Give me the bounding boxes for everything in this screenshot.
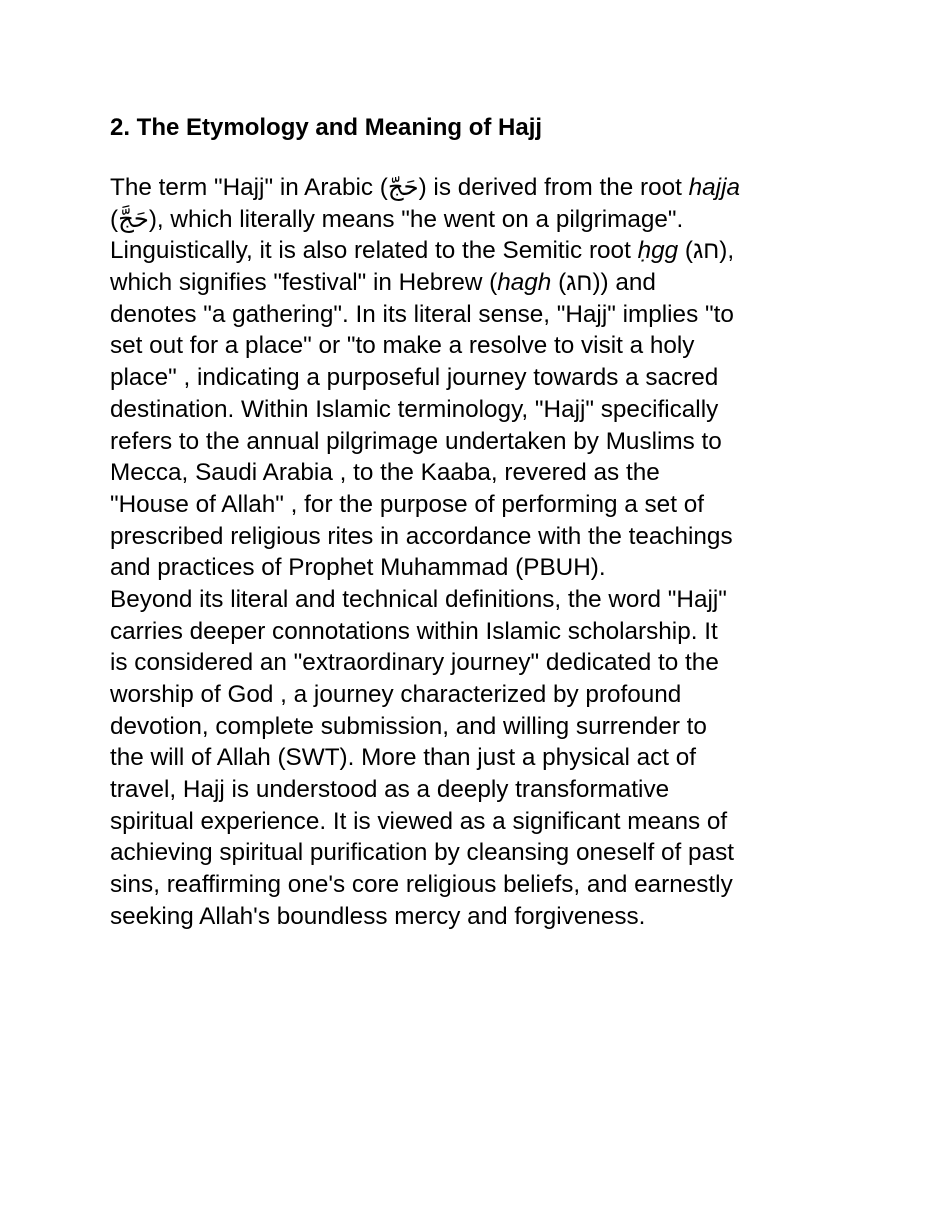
text-line — [110, 330, 830, 362]
text-run: travel, Hajj is understood as a deeply transformative — [110, 776, 670, 804]
text-run: seeking Allah's boundless mercy and forgiveness. — [110, 902, 646, 930]
text-run: The term "Hajj" in Arabic (حَجّ) is derived from the root — [110, 174, 689, 201]
text-run: destination. Within Islamic terminology, "Hajj" specifically — [110, 395, 719, 423]
text-run: prescribed religious rites in accordance with the teachings — [110, 522, 733, 550]
italic-term: ḥgg — [637, 237, 679, 265]
text-line — [110, 172, 830, 204]
text-line — [110, 204, 830, 236]
body-paragraph — [110, 172, 830, 933]
text-line — [110, 774, 830, 806]
text-line — [110, 711, 830, 743]
text-run: carries deeper connotations within Islamic scholarship. It — [110, 617, 718, 645]
text-run: set out for a place" or "to make a resolve to visit a holy — [110, 332, 695, 360]
text-run: "House of Allah" , for the purpose of performing a set of — [110, 490, 704, 518]
text-run: which signifies "festival" in Hebrew ( — [110, 269, 498, 297]
text-line — [110, 299, 830, 331]
text-run: worship of God , a journey characterized by profound — [110, 681, 682, 708]
text-run: (حَجَّ), which literally means "he went on a pilgrimage". — [110, 205, 684, 233]
text-line — [110, 521, 830, 553]
text-run: devotion, complete submission, and willing surrender to — [110, 712, 707, 740]
text-line — [110, 869, 830, 901]
text-line — [110, 426, 830, 458]
text-run: Linguistically, it is also related to the Semitic root — [110, 237, 638, 265]
text-line — [110, 489, 830, 521]
text-run: denotes "a gathering". In its literal sense, "Hajj" implies "to — [110, 300, 734, 328]
section-heading: 2. The Etymology and Meaning of Hajj — [110, 114, 543, 141]
text-run: (חג), — [678, 237, 735, 265]
text-run: place" , indicating a purposeful journey towards a sacred — [110, 364, 719, 392]
text-line — [110, 235, 830, 267]
document-page — [110, 110, 830, 933]
italic-term: hajja — [688, 174, 740, 201]
text-run: is considered an "extraordinary journey" dedicated to the — [110, 649, 719, 677]
text-run: achieving spiritual purification by cleansing oneself of past — [110, 839, 734, 867]
text-line — [110, 584, 830, 616]
text-line — [110, 362, 830, 394]
text-line — [110, 457, 830, 489]
text-line — [110, 837, 830, 869]
text-run: the will of Allah (SWT). More than just a physical act of — [110, 744, 697, 772]
text-line — [110, 742, 830, 774]
italic-term: hagh — [497, 269, 552, 297]
text-run: (חג)) and — [551, 269, 656, 297]
text-run: sins, reaffirming one's core religious beliefs, and earnestly — [110, 871, 733, 899]
text-run: refers to the annual pilgrimage undertaken by Muslims to — [110, 427, 722, 455]
text-run: and practices of Prophet Muhammad (PBUH). — [110, 554, 606, 582]
text-line — [110, 267, 830, 299]
text-run: Mecca, Saudi Arabia , to the Kaaba, revered as the — [110, 459, 660, 487]
text-run: spiritual experience. It is viewed as a significant means of — [110, 807, 728, 835]
text-line — [110, 552, 830, 584]
text-line — [110, 806, 830, 838]
text-line — [110, 616, 830, 648]
text-line — [110, 901, 830, 933]
text-line — [110, 679, 830, 711]
text-line — [110, 647, 830, 679]
text-run: Beyond its literal and technical definitions, the word "Hajj" — [110, 585, 727, 613]
text-line — [110, 394, 830, 426]
